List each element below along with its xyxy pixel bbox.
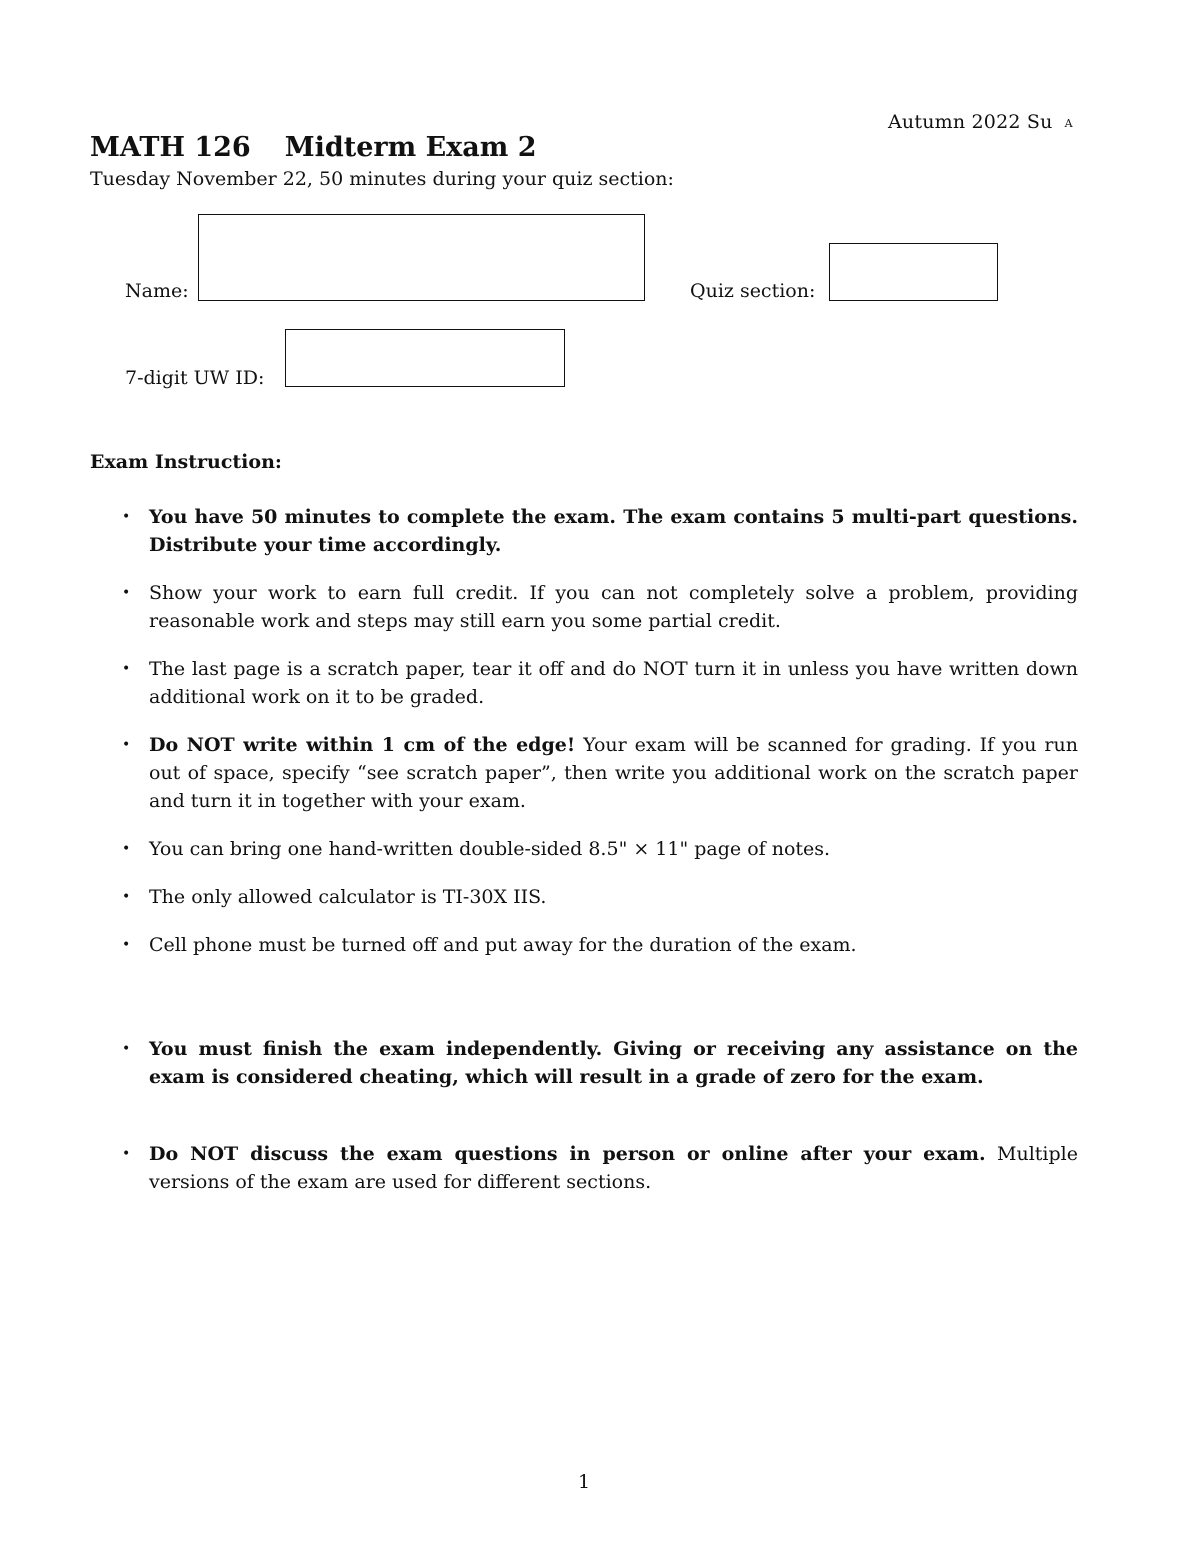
bullet-icon: • xyxy=(122,1041,131,1057)
instruction-item: • You must finish the exam independently. Giving or receiving any assistance on the exam is considered cheating, which will result in a grade of zero for the exam. xyxy=(90,1035,1078,1091)
term-text: Autumn 2022 Su xyxy=(888,111,1053,133)
instruction-item: • Do NOT write within 1 cm of the edge! Your exam will be scanned for grading. If you run out of space, specify “see scratch paper”, then write you additional work on the scratch paper and turn it in together with your exam. xyxy=(90,731,1078,815)
instruction-list xyxy=(90,503,1078,1196)
uwid-field[interactable] xyxy=(285,329,565,387)
quiz-section-label: Quiz section: xyxy=(690,280,816,302)
section-mark: A xyxy=(1064,117,1073,130)
uwid-label: 7-digit UW ID: xyxy=(125,367,265,389)
bullet-icon: • xyxy=(122,585,131,601)
bullet-icon: • xyxy=(122,841,131,857)
instruction-item: • Cell phone must be turned off and put away for the duration of the exam. xyxy=(90,931,1078,959)
bullet-icon: • xyxy=(122,889,131,905)
exam-dateline: Tuesday November 22, 50 minutes during your quiz section: xyxy=(90,168,674,190)
instruction-item: • Do NOT discuss the exam questions in person or online after your exam. Multiple versions of the exam are used for different sections. xyxy=(90,1140,1078,1196)
instruction-item: • You can bring one hand-written double-sided 8.5" × 11" page of notes. xyxy=(90,835,1078,863)
instruction-item: • Show your work to earn full credit. If you can not completely solve a problem, providing reasonable work and steps may still earn you some partial credit. xyxy=(90,579,1078,635)
bullet-icon: • xyxy=(122,1146,131,1162)
bullet-icon: • xyxy=(122,661,131,677)
bullet-icon: • xyxy=(122,737,131,753)
instruction-item: • You have 50 minutes to complete the exam. The exam contains 5 multi-part questions. Distribute your time accordingly. xyxy=(90,503,1078,559)
term-label xyxy=(888,111,1073,133)
instructions-heading: Exam Instruction: xyxy=(90,451,282,473)
instruction-item: • The only allowed calculator is TI-30X IIS. xyxy=(90,883,1078,911)
page-number: 1 xyxy=(577,1471,591,1493)
name-label: Name: xyxy=(125,280,189,302)
bullet-icon: • xyxy=(122,509,131,525)
name-field[interactable] xyxy=(198,214,645,301)
page-title xyxy=(90,132,537,163)
course-code: MATH 126 xyxy=(90,132,251,163)
quiz-section-field[interactable] xyxy=(829,243,998,301)
bullet-icon: • xyxy=(122,937,131,953)
exam-name: Midterm Exam 2 xyxy=(284,132,537,163)
instruction-item: • The last page is a scratch paper, tear it off and do NOT turn it in unless you have written down additional work on it to be graded. xyxy=(90,655,1078,711)
